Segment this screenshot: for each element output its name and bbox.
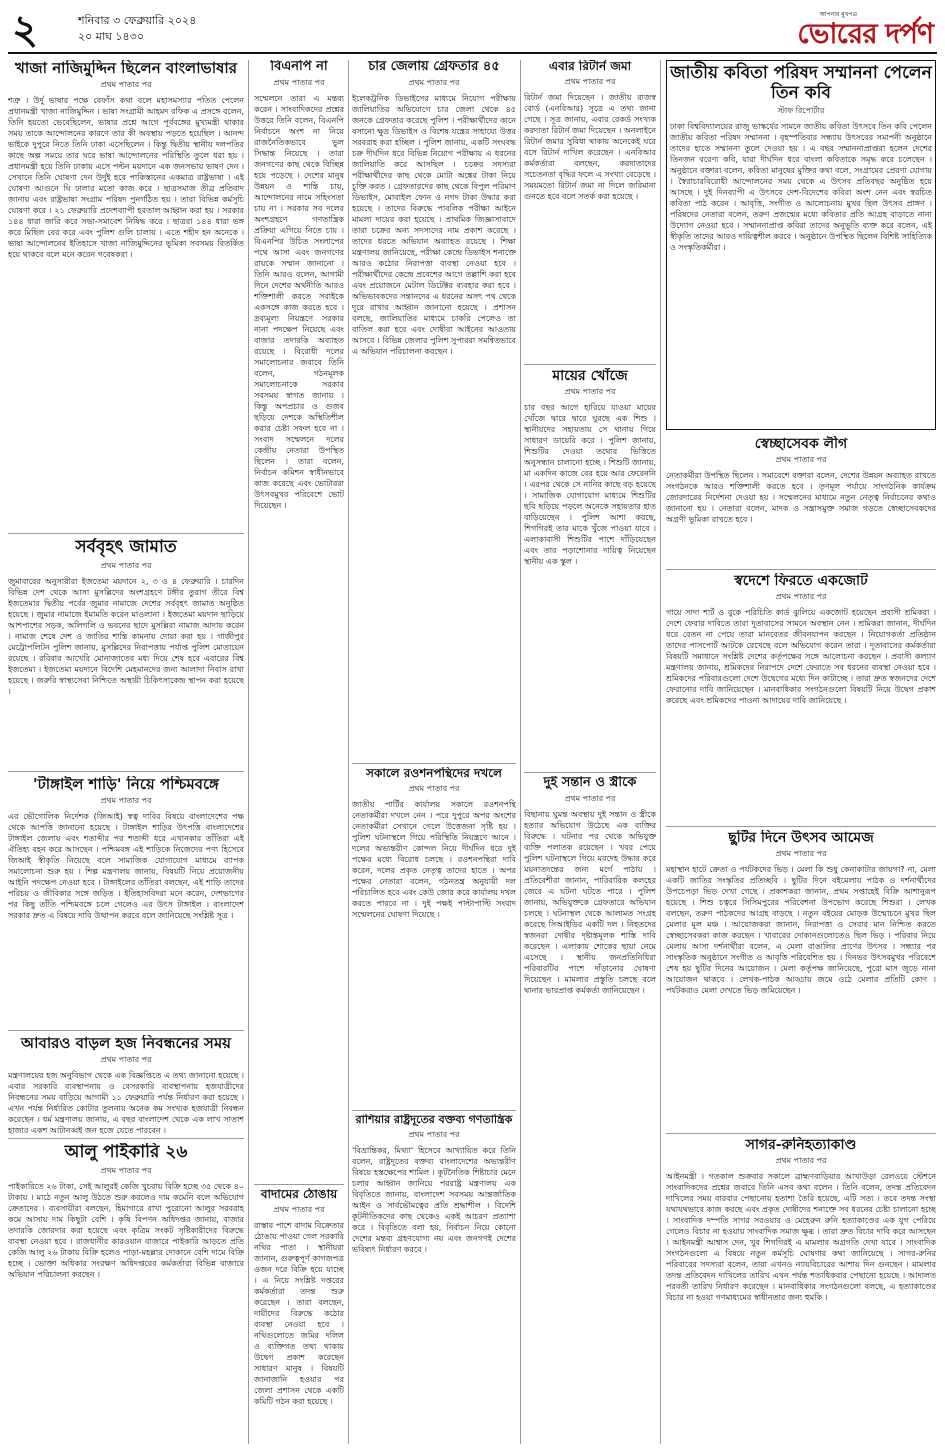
byline: প্রথম পাতার পর [273, 77, 325, 87]
article-potato-price [8, 1143, 244, 1445]
article-body: সম্মেলনে তারা এ মন্তব্য করেন । সাংবাদিকদের প্রশ্নের উত্তরে তিনি বলেন, বিএনপি নির্বাচনে অংশ না নিয়ে রাজনৈতিকভাবে ভুল সিদ্ধান্ত নিয়েছে । তারা জনগণের কাছ থেকে বিচ্ছিন্ন হয়ে পড়েছে । দেশের মানুষ উন্নয়ন ও শান্তি চায়, আন্দোলনের নামে সহিংসতা চায় না । সরকার সব দলের অংশগ্রহণে গণতান্ত্রিক প্রক্রিয়া এগিয়ে নিতে চায় । বিএনপির উচিত সংলাপের পথে আসা এবং জনগণের রায়কে সম্মান জানানো । তিনি আরও বলেন, আগামী দিনে দেশের অর্থনীতি আরও শক্তিশালী করতে সবাইকে একসঙ্গে কাজ করতে হবে । দ্রব্যমূল্য নিয়ন্ত্রণে সরকার নানা পদক্ষেপ নিয়েছে এবং বাজার তদারকি অব্যাহত রয়েছে । বিরোধী দলের সমালোচনার জবাবে তিনি বলেন, গঠনমূলক সমালোচনাকে সরকার সবসময় স্বাগত জানায় । কিন্তু অপপ্রচার ও গুজব ছড়িয়ে দেশকে অস্থিতিশীল করার চেষ্টা সফল হবে না । সংবাদ সম্মেলনে দলের কেন্দ্রীয় নেতারা উপস্থিত ছিলেন । তারা বলেন, নির্বাচন কমিশন স্বাধীনভাবে কাজ করেছে এবং ভোটাররা উৎসবমুখর পরিবেশে ভোট দিয়েছেন । [254, 93, 344, 510]
divider [8, 771, 244, 772]
newspaper-logo: ভোরের দর্পণ [797, 17, 933, 50]
headline: ছুটির দিনে উৎসব আমেজ [728, 830, 874, 846]
page-number: ২ [12, 6, 39, 53]
article-body: রিটার্ন জমা দিয়েছেন । জাতীয় রাজস্ব বোর্ড (এনবিআর) সূত্রে এ তথ্য জানা গেছে । সূত্র জানায়, এবার রেকর্ড সংখ্যক করদাতা রিটার্ন জমা দিয়েছেন । অনলাইনে রিটার্ন জমার সুবিধা থাকায় অনেকেই ঘরে বসে রিটার্ন দাখিল করেছেন । এনবিআর কর্মকর্তারা বলছেন, করদাতাদের সচেতনতা বৃদ্ধির ফলে এ সংখ্যা বেড়েছে । সময়মতো রিটার্ন জমা না দিলে জরিমানা গুনতে হবে বলে সতর্ক করা হয়েছে । [524, 92, 656, 201]
byline: প্রথম পাতার পর [775, 1156, 827, 1166]
article-tax-return [524, 60, 656, 360]
divider [524, 364, 656, 365]
article-body: পাইকারিতে ২৬ টাকা, সেই আলুরই কেজি খুচরায় বিক্রি হচ্ছে ৩৫ থেকে ৪০ টাকায় । মাঠে নতুন আলু উঠতে শুরু করলেও দাম কমেনি বলে অভিযোগ ক্রেতাদের । ব্যবসায়ীরা বলছেন, হিমাগারে রাখা পুরোনো আলুর সরবরাহ কমে আসায় দাম কিছুটা বেশি । কৃষি বিপণন অধিদপ্তর জানায়, বাজার তদারকি জোরদার করা হয়েছে এবং কৃত্রিম সংকট সৃষ্টিকারীদের বিরুদ্ধে ব্যবস্থা নেওয়া হবে । রাজধানীর কারওয়ান বাজারে পাইকারি আড়তে প্রতি কেজি আলু ২৬ টাকায় বিক্রি হলেও পাড়া-মহল্লার দোকানে বেশি দামে বিক্রি হচ্ছে । ভোক্তা অধিকার সংরক্ষণ অধিদপ্তরের কর্মকর্তারা বিভিন্ন বাজারে অভিযান পরিচালনা করছেন । [8, 1181, 244, 1279]
headline: আলু পাইকারি ২৬ [64, 1143, 188, 1162]
byline: প্রথম পাতার পর [100, 1055, 152, 1065]
article-body: জুমাবারের অনুসারীরা ইজতেমা ময়দানে ২, ৩ ও ৪ ফেব্রুয়ারি । চারদিন বিভিন্ন দেশ থেকে আসা মুসল্লিদের অংশগ্রহণে টঙ্গীর তুরাগ তীরে বিশ্ব ইজতেমার দ্বিতীয় পর্বের জুমার নামাজে দেশের সর্ববৃহৎ জামাত অনুষ্ঠিত হয়েছে । জুমার নামাজে ইমামতি করেন মাওলানা । ইজতেমা ময়দান ছাড়িয়ে আশপাশের সড়ক, অলিগলি ও ভবনের ছাদে মুসল্লিরা নামাজ আদায় করেন । নামাজ শেষে দেশ ও জাতির শান্তি কামনায় দোয়া করা হয় । গাজীপুর মেট্রোপলিটন পুলিশ জানায়, মুসল্লিদের নিরাপত্তায় পর্যাপ্ত পুলিশ মোতায়েন রয়েছে । রবিবার আখেরি মোনাজাতের মধ্য দিয়ে শেষ হবে এবারের বিশ্ব ইজতেমা । ইজতেমা ময়দানে বিদেশি মেহমানদের জন্য আলাদা নিবাস রাখা হয়েছে । জরুরি স্বাস্থ্যসেবা নিশ্চিতে অস্থায়ী চিকিৎসাকেন্দ্র স্থাপন করা হয়েছে । [8, 576, 244, 696]
byline: প্রথম পাতার পর [100, 1165, 152, 1175]
article-body: 'বিভ্রান্তিকর, মিথ্যা' হিসেবে আখ্যায়িত করে তিনি বলেন, রাষ্ট্রদূতের বক্তব্য বাংলাদেশের অভ্যন্তরীণ বিষয়ে হস্তক্ষেপের শামিল । কূটনৈতিক শিষ্টাচার মেনে চলার আহ্বান জানিয়ে পররাষ্ট্র মন্ত্রণালয় এক বিবৃতিতে জানায়, বাংলাদেশ সবসময় আন্তর্জাতিক আইন ও সার্বভৌমত্বের প্রতি শ্রদ্ধাশীল । বিদেশি কূটনীতিকদের কাছ থেকেও একই আচরণ প্রত্যাশা করে । বিবৃতিতে বলা হয়, নির্বাচন নিয়ে কোনো দেশের মন্তব্য গ্রহণযোগ্য নয় এবং জনগণই দেশের ভবিষ্যৎ নির্ধারণ করবে । [352, 1145, 516, 1254]
article-sagar-runi [666, 1137, 936, 1444]
article-body: রাস্তার পাশে বাদাম বিক্রেতার ঠোঙায় পাওয়া গেল সরকারি নথির পাতা । স্থানীয়রা জানান, গুরুত্বপূর্ণ কাগজপত্র ওজন দরে বিক্রি হয়ে যাচ্ছে । এ নিয়ে সংশ্লিষ্ট দপ্তরের কর্মকর্তারা তদন্ত শুরু করেছেন । তারা বলছেন, দায়ীদের বিরুদ্ধে কঠোর ব্যবস্থা নেওয়া হবে । নথিগুলোতে জমির দলিল ও ব্যক্তিগত তথ্য থাকায় উদ্বেগ প্রকাশ করেছেন সাধারণ মানুষ । বিষয়টি জানাজানি হওয়ার পর জেলা প্রশাসন থেকে একটি কমিটি গঠন করা হয়েছে । [254, 1220, 344, 1406]
divider [666, 826, 936, 827]
article-return-home [666, 573, 936, 823]
article-body: নেতাকর্মীরা উপস্থিত ছিলেন । সমাবেশে বক্তারা বলেন, দেশের উন্নয়ন অব্যাহত রাখতে সংগঠনকে আরও শক্তিশালী করতে হবে । তৃণমূল পর্যায়ে সাংগঠনিক কার্যক্রম জোরদারের নির্দেশনা দেওয়া হয় । সম্মেলনের মাধ্যমে নতুন নেতৃত্ব নির্বাচনের কথাও জানানো হয় । নেতারা বলেন, মাদক ও সন্ত্রাসমুক্ত সমাজ গড়তে স্বেচ্ছাসেবকদের অগ্রণী ভূমিকা রাখতে হবে । [666, 471, 936, 525]
byline: প্রথম পাতার পর [408, 783, 460, 793]
divider [666, 569, 936, 570]
headline: স্বদেশে ফিরতে একজোট [734, 573, 868, 589]
masthead [8, 6, 937, 54]
byline: প্রথম পাতার পর [408, 1129, 460, 1139]
headline: এবার রিটার্ন জমা [548, 60, 632, 73]
divider [8, 1030, 244, 1031]
article-body: মন্ত্রণালয়ের হজ অনুবিভাগ থেকে এক বিজ্ঞপ্তিতে এ তথ্য জানানো হয়েছে । এবার সরকারি ব্যবস্থাপনায় ও বেসরকারি ব্যবস্থাপনায় হজযাত্রীদের নিবন্ধনের সময় বাড়িয়ে আগামী ১১ ফেব্রুয়ারি পর্যন্ত নির্ধারণ করা হয়েছে । এখন পর্যন্ত নির্ধারিত কোটার তুলনায় অনেক কম সংখ্যক হজযাত্রী নিবন্ধন করেছেন । ধর্ম মন্ত্রণালয় জানায়, এ বছর বাংলাদেশ থেকে এক লাখ সাতাশ হাজার একশ আটানব্বই জন হজে যেতে পারবেন । [8, 1071, 244, 1135]
article-largest-jamaat [8, 538, 244, 768]
article-body: গায়ে সাদা শার্ট ও বুকে পরিচিতি কার্ড ঝুলিয়ে একজোট হয়েছেন প্রবাসী শ্রমিকরা । দেশে ফেরার দাবিতে তারা দূতাবাসের সামনে অবস্থান নেন । শ্রমিকরা জানান, দীর্ঘদিন ধরে বেতন না পেয়ে তারা মানবেতর জীবনযাপন করছেন । নিয়োগকর্তা প্রতিষ্ঠান তাদের পাসপোর্ট আটকে রেখেছে বলে অভিযোগ করেন তারা । দূতাবাসের কর্মকর্তারা বিষয়টি সমাধানে সংশ্লিষ্ট দেশের কর্তৃপক্ষের সঙ্গে আলোচনা করছেন । প্রবাসী কল্যাণ মন্ত্রণালয় জানায়, শ্রমিকদের নিরাপদে দেশে ফেরাতে সব ধরনের ব্যবস্থা নেওয়া হবে । শ্রমিকদের পরিবারগুলো দেশে উদ্বেগের মধ্যে দিন কাটাচ্ছে । তারা দ্রুত স্বজনদের দেশে ফেরানোর দাবি জানিয়েছেন । মানবাধিকার সংগঠনগুলো বিষয়টি নিয়ে উদ্বেগ প্রকাশ করেছে এবং শ্রমিকদের পাওনা আদায়ের দাবি জানিয়েছে । [666, 608, 936, 706]
column-rule [660, 60, 661, 1444]
article-russian-ambassador [352, 1114, 516, 1444]
byline: প্রথম পাতার পর [564, 387, 616, 397]
article-body: এর ভৌগোলিক নির্দেশক (জিআই) স্বত্ব দাবির বিষয়ে বাংলাদেশের পক্ষ থেকে আপত্তি জানানো হয়েছে । টাঙ্গাইল শাড়ির উৎপত্তি বাংলাদেশের টাঙ্গাইল জেলায় এবং শতাব্দীর পর শতাব্দী ধরে এখানকার তাঁতিরা এই ঐতিহ্য বহন করে আসছেন । পশ্চিমবঙ্গ এই শাড়িকে নিজেদের পণ্য হিসেবে জিআই স্বীকৃতি নিয়েছে বলে সামাজিক যোগাযোগ মাধ্যমে ব্যাপক সমালোচনা শুরু হয় । শিল্প মন্ত্রণালয় জানায়, বিষয়টি নিয়ে প্রয়োজনীয় আইনি পদক্ষেপ নেওয়া হবে । টাঙ্গাইলের তাঁতিরা বলছেন, এই শাড়ি তাদের পরিচয় ও জীবিকার সঙ্গে জড়িত । ইতিহাসবিদরা মনে করেন, দেশভাগের পর কিছু তাঁতি পশ্চিমবঙ্গে চলে গেলেও এর উৎস টাঙ্গাইল । বাংলাদেশ সরকার দ্রুত এ বিষয়ে দাবি উত্থাপন করবে বলে জানিয়েছে সংশ্লিষ্ট সূত্র । [8, 812, 244, 921]
headline: সর্ববৃহৎ জামাত [75, 538, 177, 557]
column-rule [520, 60, 521, 1444]
column-rule [248, 60, 249, 1444]
byline: প্রথম পাতার পর [564, 76, 616, 86]
byline: স্টাফ রিপোর্টার [777, 106, 825, 116]
divider [666, 1133, 936, 1134]
article-body: মহাস্থান হাটে ক্রেতা ও পর্যটকদের ভিড় । মেলা কি শুধু কেনাকাটার জায়গা? না, মেলা একটি জাতির সংস্কৃতির প্রতিচ্ছবি । ছুটির দিনে বইমেলায় পাঠক ও দর্শনার্থীদের উপচেপড়া ভিড় দেখা গেছে । প্রকাশকরা জানান, প্রথম সপ্তাহেই বিক্রি আশানুরূপ হয়েছে । শিশু চত্বরে সিসিমপুরের পরিবেশনা উপভোগ করেছে শিশুরা । লেখক বলছেন, তরুণ পাঠকদের আগ্রহ বাড়ছে । নতুন বইয়ের মোড়ক উন্মোচনে মুখর ছিল মেলার মূল মঞ্চ । আয়োজকরা জানান, নিরাপত্তা ও সেবার মান নিশ্চিত করতে স্বেচ্ছাসেবকরা কাজ করছেন । খাবারের দোকানগুলোতেও ছিল ভিড় । পরিবার নিয়ে মেলায় আসা দর্শনার্থীরা বলেন, এ মেলা বাঙালির প্রাণের উৎসব । সন্ধ্যার পর সাংস্কৃতিক অনুষ্ঠানে সংগীত ও আবৃত্তি পরিবেশিত হয় । দিনভর উৎসবমুখর পরিবেশে শেষ হয় ছুটির দিনের আয়োজন । মেলা কর্তৃপক্ষ জানিয়েছে, পুরো মাস জুড়ে নানা আয়োজন থাকবে । লেখক-পাঠক আড্ডায় জমে ওঠে মেলার প্রতিটি কোণ । পর্যটকরাও মেলা দেখতে ভিড় জমিয়েছেন । [666, 865, 936, 996]
article-poetry-council-award [666, 60, 936, 430]
headline: জাতীয় কবিতা পরিষদ সম্মাননা পেলেন তিন কবি [670, 63, 932, 103]
headline: দুই সন্তান ও স্ত্রীকে [543, 776, 637, 790]
article-volunteer-league [666, 436, 936, 566]
headline: স্বেচ্ছাসেবক লীগ [754, 436, 848, 452]
byline: প্রথম পাতার পর [408, 77, 460, 87]
byline: প্রথম পাতার পর [100, 80, 152, 90]
headline: রাশিয়ার রাষ্ট্রদূতের বক্তব্য গণতান্ত্রিক [355, 1114, 513, 1126]
headline: খাজা নাজিমুদ্দিন ছিলেন বাংলাভাষার [15, 60, 237, 77]
article-body: জাতীয় পার্টির কার্যালয় সকালে রওশনপন্থি নেতাকর্মীরা দখলে নেন । পরে দুপুরে অপর অংশের নেতাকর্মীরা সেখানে গেলে উত্তেজনা সৃষ্টি হয় । পুলিশ ঘটনাস্থলে গিয়ে পরিস্থিতি নিয়ন্ত্রণে আনে । দলের অভ্যন্তরীণ কোন্দল নিয়ে দীর্ঘদিন ধরে দুই পক্ষের মধ্যে বিরোধ চলছে । রওশনপন্থিরা দাবি করেন, দলের প্রকৃত নেতৃত্ব তাদের হাতে । অপর পক্ষের নেতারা বলেন, গঠনতন্ত্র অনুযায়ী দল পরিচালিত হবে এবং কেউ জোর করে কার্যালয় দখল করতে পারবে না । দুই পক্ষই পাল্টাপাল্টি সংবাদ সম্মেলনের ঘোষণা দিয়েছে । [352, 799, 516, 919]
article-body: ইলেকট্রনিক ডিভাইসের মাধ্যমে নিয়োগ পরীক্ষায় জালিয়াতির অভিযোগে চার জেলা থেকে ৪৫ জনকে গ্রেফতার করেছে পুলিশ । পরীক্ষার্থীদের কানে বসানো ক্ষুদ্র ডিভাইস ও বিশেষ যন্ত্রের সাহায্যে উত্তর সরবরাহ করা হচ্ছিল । পুলিশ জানায়, একটি সংঘবদ্ধ চক্র দীর্ঘদিন ধরে বিভিন্ন নিয়োগ পরীক্ষায় এ ধরনের জালিয়াতি করে আসছিল । চক্রের সদস্যরা পরীক্ষার্থীদের কাছ থেকে মোটা অঙ্কের টাকা নিয়ে চুক্তি করত । গ্রেফতারদের কাছ থেকে বিপুল পরিমাণ ডিভাইস, মোবাইল ফোন ও নগদ টাকা উদ্ধার করা হয়েছে । তাদের বিরুদ্ধে পাবলিক পরীক্ষা আইনে মামলা দায়ের করা হয়েছে । প্রাথমিক জিজ্ঞাসাবাদে তারা চক্রের অন্য সদস্যদের নাম প্রকাশ করেছে । তাদের ধরতে অভিযান অব্যাহত রয়েছে । শিক্ষা মন্ত্রণালয় জানিয়েছে, পরীক্ষা কেন্দ্রে ডিভাইস শনাক্তে আরও কঠোর নিরাপত্তা ব্যবস্থা নেওয়া হবে । পরীক্ষার্থীদের কেন্দ্রে প্রবেশের আগে তল্লাশি করা হবে এবং প্রয়োজনে মেটাল ডিটেক্টর ব্যবহার করা হবে । অভিভাবকদের সন্তানদের এ ধরনের অসৎ পথ থেকে দূরে রাখার আহ্বান জানানো হয়েছে । প্রশাসন বলছে, জালিয়াতির মাধ্যমে চাকরি পেলেও তা বাতিল করা হবে এবং দোষীরা আইনের আওতায় আসবে । বিভিন্ন জেলার পুলিশ সুপাররা সমন্বিতভাবে এ অভিযান পরিচালনা করছেন । [352, 93, 516, 356]
divider [8, 1138, 244, 1139]
article-four-districts-arrest [352, 60, 516, 760]
article-body: বিছানায় ঘুমন্ত অবস্থায় দুই সন্তান ও স্ত্রীকে হত্যার অভিযোগ উঠেছে এক ব্যক্তির বিরুদ্ধে । ঘটনার পর থেকে অভিযুক্ত ব্যক্তি পলাতক রয়েছেন । খবর পেয়ে পুলিশ ঘটনাস্থলে গিয়ে মরদেহ উদ্ধার করে ময়নাতদন্তের জন্য মর্গে পাঠায় । প্রতিবেশীরা জানান, পারিবারিক কলহের জেরে এ ঘটনা ঘটতে পারে । পুলিশ জানায়, অভিযুক্তকে গ্রেফতারে অভিযান চলছে । ঘটনাস্থল থেকে আলামত সংগ্রহ করেছে সিআইডির একটি দল । নিহতদের স্বজনরা দোষীর দৃষ্টান্তমূলক শাস্তি দাবি করেছেন । এলাকায় শোকের ছায়া নেমে এসেছে । স্থানীয় জনপ্রতিনিধিরা পরিবারটির পাশে দাঁড়ানোর ঘোষণা দিয়েছেন । মামলার প্রস্তুতি চলছে বলে থানার ভারপ্রাপ্ত কর্মকর্তা জানিয়েছেন । [524, 809, 656, 995]
article-body: চার বছর আগে হারিয়ে যাওয়া মায়ের খোঁজে দ্বারে দ্বারে ঘুরছে এক শিশু । স্থানীয়দের সহায়তায় সে থানায় গিয়ে সাধারণ ডায়েরি করে । পুলিশ জানায়, শিশুটির দেওয়া তথ্যের ভিত্তিতে অনুসন্ধান চালানো হচ্ছে । শিশুটি জানায়, মা একদিন কাজে বের হয়ে আর ফেরেননি । এরপর থেকে সে নানির কাছে বড় হয়েছে । সামাজিক যোগাযোগ মাধ্যমে শিশুটির ছবি ছড়িয়ে পড়লে অনেকে সহায়তার হাত বাড়িয়েছেন । পুলিশ আশা করছে, শিগগিরই তার মাকে খুঁজে পাওয়া যাবে । এলাকাবাসী শিশুটির পাশে দাঁড়িয়েছেন এবং তার পড়াশোনার দায়িত্ব নিয়েছেন স্থানীয় এক স্কুল । [524, 403, 656, 567]
article-two-children-wife [524, 776, 656, 1444]
column-rule [348, 60, 349, 1444]
article-tangail-saree [8, 776, 244, 1026]
byline: প্রথম পাতার পর [775, 849, 827, 859]
byline: প্রথম পাতার পর [775, 592, 827, 602]
article-peanut-packet [254, 1188, 344, 1444]
headline: সকালে রওশনপন্থিদের দখলে [366, 767, 502, 780]
byline: প্রথম পাতার পর [100, 796, 152, 806]
divider [254, 1184, 344, 1185]
byline: প্রথম পাতার পর [100, 560, 152, 570]
headline: চার জেলায় গ্রেফতার ৪৫ [368, 60, 500, 74]
byline: প্রথম পাতার পর [273, 1204, 325, 1214]
article-body: শত্রু । উর্দু ভাষার পক্ষে বেফাঁস কথা বলে মহাসমস্যার পতিত পেলেন প্রধানমন্ত্রী খাজা নাজিমুদ্দিন । ভাষা সংগ্রামী আহমদ রফিক এ প্রসঙ্গে বলেন, তিনি হয়তো ভেবেছিলেন, ভাষার প্রশ্নে আগে পূর্ববঙ্গের মুখ্যমন্ত্রী থাকার সময় তাকে আন্দোলনের কারণে তার কী অবস্থায় পড়তে হয়েছিল । আনন্দ ভাইকে দুপুরে নিতে তিনি ঢাকা এসেছিলেন । কিন্তু দ্বিতীয় স্থানীয় দলপতির কাছে অল্প সময়ে তার ঘরে ভাষা আন্দোলনের পরিস্থিতি তুলে ধরা হয় । প্রধানমন্ত্রী হয়ে তিনি ঢাকায় এসে পল্টন ময়দানে এক জনসভায় ভাষণ দেন । সেখানে তিনি ঘোষণা দেন উর্দুই হবে পাকিস্তানের একমাত্র রাষ্ট্রভাষা । এই ঘোষণা আগুনে ঘি ঢালার মতো কাজ করে । ছাত্রসমাজ তীব্র প্রতিবাদ জানায় এবং রাষ্ট্রভাষা সংগ্রাম পরিষদ পুনর্গঠিত হয় । তারা বিভিন্ন কর্মসূচি ঘোষণা করে । ২১ ফেব্রুয়ারি প্রদেশব্যাপী হরতাল আহ্বান করা হয় । সরকার ১৪৪ ধারা জারি করে সভা-সমাবেশ নিষিদ্ধ করে । ছাত্ররা ১৪৪ ধারা ভঙ্গ করে মিছিল বের করে এবং পুলিশ গুলি চালায় । এতে শহীদ হন অনেকে । ভাষা আন্দোলনের ইতিহাসে খাজা নাজিমুদ্দিনের ভূমিকা সবসময় বিতর্কিত হয়ে থাকবে বলে মনে করেন গবেষকরা । [8, 96, 244, 260]
divider [524, 772, 656, 773]
headline: মায়ের খোঁজে [552, 368, 628, 384]
article-body: ঢাকা বিশ্ববিদ্যালয়ের রাজু ভাস্কর্যের সামনে জাতীয় কবিতা উৎসবে তিন কবি পেলেন জাতীয় কবিতা পরিষদ সম্মাননা । বৃহস্পতিবার সন্ধ্যায় উৎসবের সমাপনী অনুষ্ঠানে তাদের হাতে সম্মাননা তুলে দেওয়া হয় । এ বছর সম্মাননাপ্রাপ্তরা হলেন দেশের তিনজন বরেণ্য কবি, যারা দীর্ঘদিন ধরে বাংলা কবিতাকে সমৃদ্ধ করে চলেছেন । অনুষ্ঠানে বক্তারা বলেন, কবিতা মানুষের মুক্তির কথা বলে, সংগ্রামের প্রেরণা যোগায় । স্বৈরাচারবিরোধী আন্দোলনের সময় থেকে এ উৎসব প্রতিবছর অনুষ্ঠিত হয়ে আসছে । দুই দিনব্যাপী এ উৎসবে দেশ-বিদেশের কবিরা অংশ নেন এবং স্বরচিত কবিতা পাঠ করেন । আবৃত্তি, সংগীত ও আলোচনায় মুখর ছিল উৎসব প্রাঙ্গণ । পরিষদের নেতারা বলেন, তরুণ প্রজন্মের মধ্যে কবিতার প্রতি আগ্রহ বাড়াতে নানা উদ্যোগ নেওয়া হবে । সম্মাননাপ্রাপ্ত কবিরা তাদের অনুভূতি ব্যক্ত করে বলেন, এই স্বীকৃতি তাদের আরও দায়িত্বশীল করবে । অনুষ্ঠানে উপস্থিত ছিলেন বিশিষ্ট সাহিত্যিক ও সংস্কৃতিকর্মীরা । [670, 122, 932, 253]
divider [352, 1110, 516, 1111]
article-bnp [254, 60, 344, 1180]
date-bengali: ২০ মাঘ ১৪৩০ [78, 30, 144, 43]
headline: বাদামের ঠোঙায় [260, 1188, 338, 1201]
article-khaja-nazimuddin [8, 60, 244, 530]
article-searching-mother [524, 368, 656, 768]
date-gregorian: শনিবার ৩ ফেব্রুয়ারি ২০২৪ [78, 14, 197, 27]
headline: সাগর-রুনিহত্যাকাণ্ড [745, 1137, 857, 1153]
byline: প্রথম পাতার পর [564, 793, 616, 803]
divider [352, 763, 516, 764]
article-rowshan-faction [352, 767, 516, 1107]
article-holiday-festivity [666, 830, 936, 1130]
divider [8, 533, 244, 534]
logo-tagline: আপনার মুখপত্র [819, 11, 857, 18]
article-hajj-registration [8, 1035, 244, 1135]
byline: প্রথম পাতার পর [775, 455, 827, 465]
headline: আবারও বাড়ল হজ নিবন্ধনের সময় [20, 1035, 232, 1052]
headline: বিএনপি না [270, 60, 328, 74]
headline: 'টাঙ্গাইল শাড়ি' নিয়ে পশ্চিমবঙ্গে [32, 776, 219, 793]
article-body: আইনমন্ত্রী । গতকাল শুক্রবার সকালে ব্রাহ্মণবাড়িয়ার আখাউড়া রেলওয়ে স্টেশনে সাংবাদিকদের প্রশ্নের জবাবে তিনি এসব কথা বলেন । তিনি বলেন, তদন্ত প্রতিবেদন দাখিলের সময় বারবার পেছানোয় হতাশা তৈরি হয়েছে, এটি সত্য । তবে তদন্ত সংস্থা যথাযথভাবে কাজ করছে এবং প্রকৃত দোষীদের শনাক্তে সব ধরনের চেষ্টা চালানো হচ্ছে । সাংবাদিক দম্পতি সাগর সরওয়ার ও মেহেরুন রুনি হত্যাকাণ্ডের এক যুগ পেরিয়ে গেলেও বিচার না হওয়ায় সাংবাদিক সমাজ ক্ষুব্ধ । তারা দ্রুত বিচার দাবি করে আসছেন । আইনমন্ত্রী আশ্বাস দেন, খুব শিগগিরই এ মামলার অগ্রগতি দেখা যাবে । সাংবাদিক সংগঠনগুলো এ বিষয়ে নতুন কর্মসূচি ঘোষণার কথা জানিয়েছে । সাগর-রুনির পরিবারের সদস্যরা বলেন, তারা এখনও ন্যায়বিচারের আশায় দিন গুনছেন । মামলার তদন্ত প্রতিবেদন দাখিলের তারিখ এখন পর্যন্ত শতাধিকবার পেছানো হয়েছে । আদালত পরবর্তী তারিখ নির্ধারণ করেছেন । মানবাধিকার সংগঠনগুলো বলছে, এ হত্যাকাণ্ডের বিচার না হওয়া গণমাধ্যমের স্বাধীনতার জন্য হুমকি । [666, 1172, 936, 1303]
